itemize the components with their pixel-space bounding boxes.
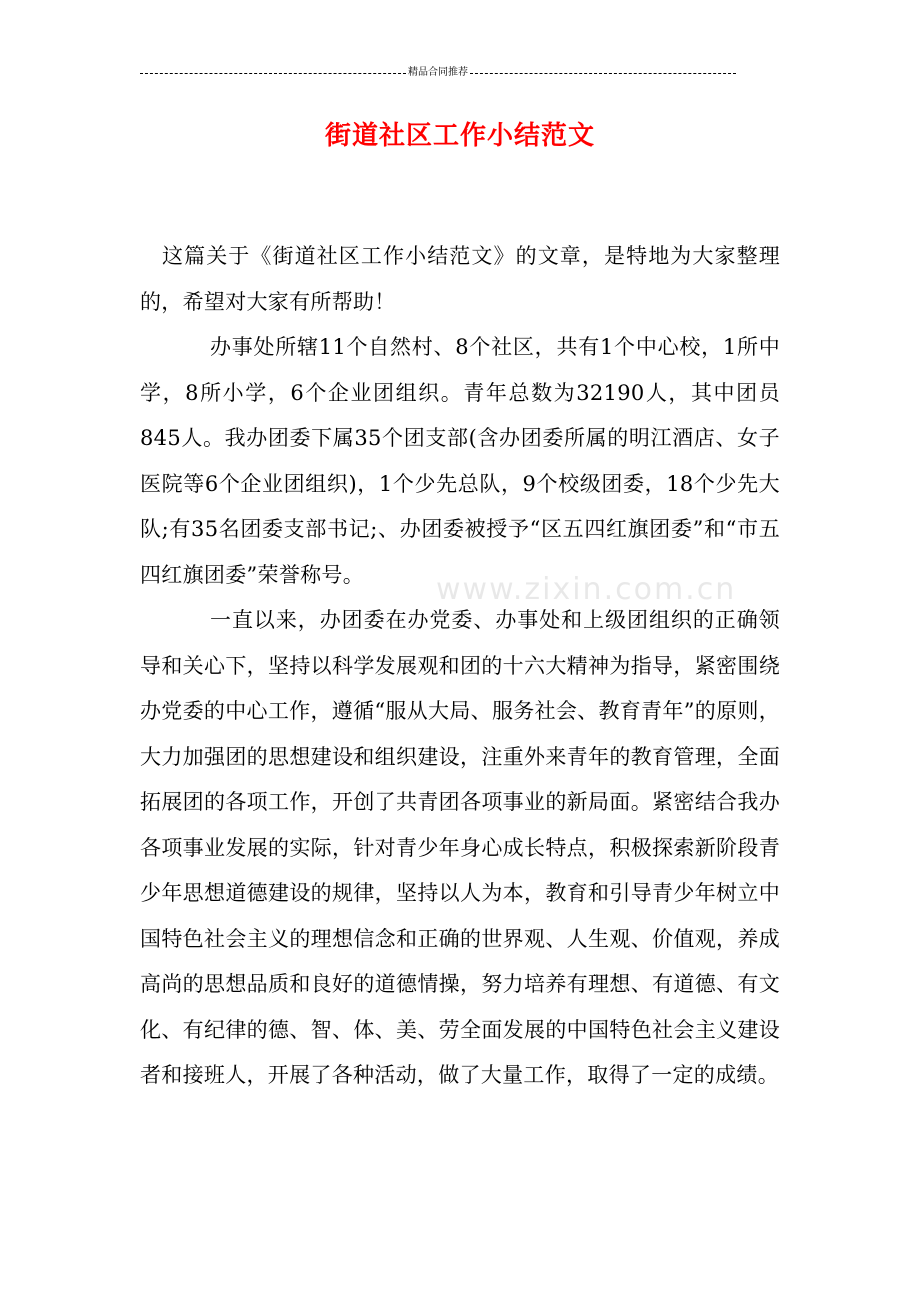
paragraph-intro: 这篇关于《街道社区工作小结范文》的文章，是特地为大家整理的，希望对大家有所帮助！ (140, 244, 780, 314)
header-label: 精品合同推荐 (408, 67, 468, 78)
paragraph-work-summary: 一直以来，办团委在办党委、办事处和上级团组织的正确领导和关心下，坚持以科学发展观和团的十六大精神为指导，紧密围绕办党委的中心工作，遵循“服从大局、服务社会、教育青年”的原则，大力加强团的思想建设和组织建设，注重外来青年的教育管理，全面拓展团的各项工作，开创了共青团各项事业的新局面。紧密结合我办各项事业发展的实际，针对青少年身心成长特点，积极探索新阶段青少年思想道德建设的规律，坚持以人为本，教育和引导青少年树立中国特色社会主义的理想信念和正确的世界观、人生观、价值观，养成高尚的思想品质和良好的道德情操，努力培养有理想、有道德、有文化、有纪律的德、智、体、美、劳全面发展的中国特色社会主义建设者和接班人，开展了各种活动，做了大量工作，取得了一定的成绩。 (140, 608, 780, 1087)
paragraph-overview: 办事处所辖11个自然村、8个社区，共有1个中心校，1所中学，8所小学，6个企业团组织。青年总数为32190人，其中团员845人。我办团委下属35个团支部(含办团委所属的明江酒店、女子医院等6个企业团组织)，1个少先总队，9个校级团委，18个少先大队;有35名团委支部书记;、办团委被授予“区五四红旗团委”和“市五四红旗团委”荣誉称号。 (140, 335, 780, 587)
watermark: www.zixin.com.cn (436, 572, 737, 607)
document-title: 街道社区工作小结范文 (324, 121, 595, 151)
page-header (140, 66, 736, 80)
header-dash-right (470, 73, 736, 74)
document-body (140, 234, 780, 1099)
header-dash-left (140, 73, 406, 74)
